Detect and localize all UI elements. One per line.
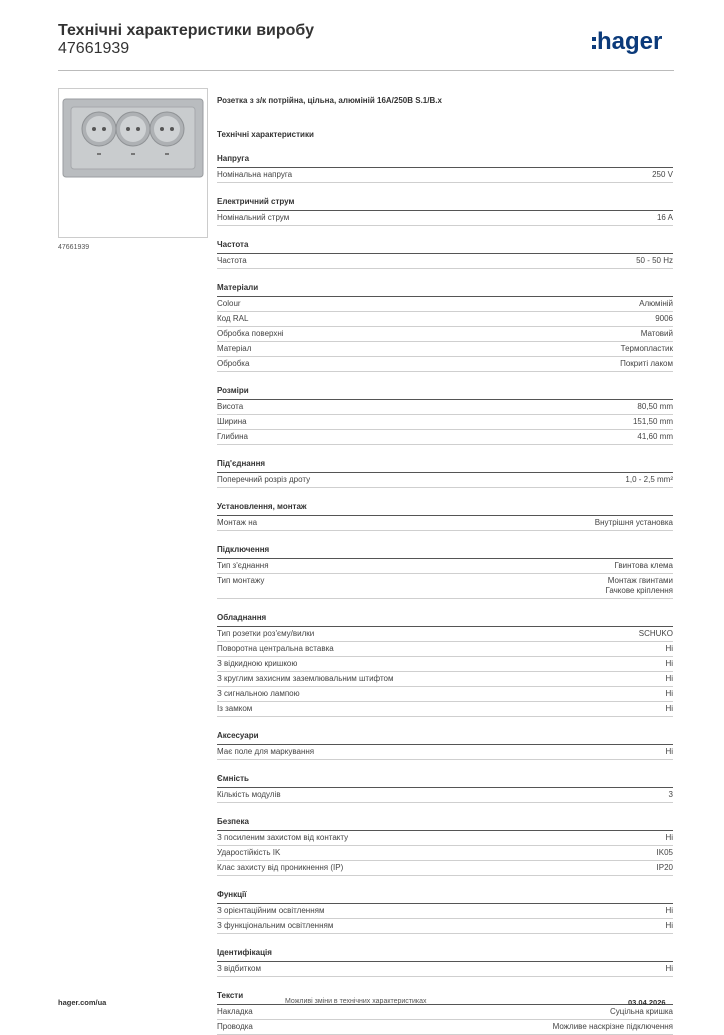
- spec-group: [217, 817, 673, 876]
- spec-value-line: 250 V: [652, 170, 673, 179]
- spec-row: [217, 430, 673, 445]
- spec-label: З функціональним освітленням: [217, 921, 334, 930]
- spec-value-line: 9006: [655, 314, 673, 323]
- spec-label: Глибина: [217, 432, 248, 441]
- spec-value: [657, 848, 673, 858]
- spec-value: [620, 359, 673, 369]
- hager-logo-colon-icon: [592, 37, 596, 51]
- spec-group-title: Ємність: [217, 774, 673, 788]
- spec-value-line: Ні: [665, 674, 673, 683]
- footer-site-link[interactable]: hager.com/ua: [58, 998, 107, 1007]
- spec-value-line: Ні: [665, 906, 673, 915]
- spec-value-line: SCHUKO: [638, 629, 673, 638]
- spec-row: [217, 904, 673, 919]
- spec-value: [669, 790, 673, 800]
- spec-label: З відбитком: [217, 964, 262, 973]
- spec-label: Ударостійкість IK: [217, 848, 281, 857]
- spec-row: [217, 1020, 673, 1035]
- product-image: [58, 88, 208, 238]
- spec-label: З орієнтаційним освітленням: [217, 906, 325, 915]
- spec-value: [665, 674, 673, 684]
- spec-row: [217, 297, 673, 312]
- spec-group-title: Напруга: [217, 154, 673, 168]
- spec-group: [217, 459, 673, 488]
- spec-value: [625, 475, 673, 485]
- spec-row: [217, 657, 673, 672]
- spec-value: [665, 964, 673, 974]
- spec-value: [639, 629, 673, 639]
- spec-group-title: Функції: [217, 890, 673, 904]
- spec-value-line: Ні: [665, 833, 673, 842]
- spec-row: [217, 672, 673, 687]
- spec-value: [614, 561, 673, 571]
- spec-label: Номінальний струм: [217, 213, 290, 222]
- spec-row: [217, 312, 673, 327]
- spec-label: Ширина: [217, 417, 247, 426]
- spec-value: [665, 644, 673, 654]
- spec-row: [217, 415, 673, 430]
- spec-label: Накладка: [217, 1007, 253, 1016]
- spec-row: [217, 702, 673, 717]
- spec-label: Висота: [217, 402, 244, 411]
- spec-row: [217, 788, 673, 803]
- spec-group: [217, 386, 673, 445]
- spec-label: Номінальна напруга: [217, 170, 293, 179]
- spec-row: [217, 962, 673, 977]
- spec-value-line: Ні: [665, 704, 673, 713]
- spec-value: [636, 256, 673, 266]
- footer-note: Можливі зміни в технічних характеристиках: [285, 998, 427, 1005]
- product-name: Розетка з з/к потрійна, цільна, алюміній 16А/250В S.1/B.x: [217, 96, 442, 105]
- spec-group-title: Установлення, монтаж: [217, 502, 673, 516]
- spec-row: [217, 400, 673, 415]
- spec-value: [605, 576, 673, 596]
- spec-value-line: Ні: [665, 644, 673, 653]
- spec-value: [655, 314, 673, 324]
- spec-row: [217, 846, 673, 861]
- spec-value-line: Ні: [665, 747, 673, 756]
- spec-groups: [217, 154, 673, 1035]
- footer-date: 03.04.2026: [628, 998, 666, 1007]
- hager-logo[interactable]: hager: [597, 28, 663, 55]
- spec-value: [633, 417, 673, 427]
- spec-row: [217, 211, 673, 226]
- spec-value: [657, 863, 673, 873]
- spec-row: [217, 559, 673, 574]
- spec-label: Обробка: [217, 359, 250, 368]
- spec-label: Поперечний розріз дроту: [217, 475, 311, 484]
- spec-group-title: Аксесуари: [217, 731, 673, 745]
- spec-group: [217, 731, 673, 760]
- spec-group: [217, 197, 673, 226]
- spec-value: [665, 704, 673, 714]
- spec-value-line: Гачкове кріплення: [605, 586, 673, 595]
- spec-value: [665, 921, 673, 931]
- spec-row: [217, 327, 673, 342]
- spec-label: Клас захисту від проникнення (IP): [217, 863, 344, 872]
- spec-value-line: Ні: [665, 659, 673, 668]
- spec-label: Обробка поверхні: [217, 329, 284, 338]
- spec-value-line: Ні: [665, 689, 673, 698]
- spec-value: [665, 689, 673, 699]
- spec-label: З відкидною кришкою: [217, 659, 298, 668]
- spec-value-line: Можливе наскрізне підключення: [552, 1022, 673, 1031]
- product-code: 47661939: [58, 40, 130, 57]
- spec-row: [217, 745, 673, 760]
- spec-value-line: 41,60 mm: [637, 432, 673, 441]
- spec-row: [217, 516, 673, 531]
- spec-label: Кількість модулів: [217, 790, 281, 799]
- spec-group: [217, 948, 673, 977]
- spec-value: [610, 1007, 673, 1017]
- spec-value: [652, 170, 673, 180]
- spec-label: Поворотна центральна вставка: [217, 644, 334, 653]
- triple-socket-icon: [59, 89, 207, 237]
- spec-group-title: Матеріали: [217, 283, 673, 297]
- spec-label: Код RAL: [217, 314, 249, 323]
- spec-value: [595, 518, 673, 528]
- spec-group: [217, 613, 673, 717]
- spec-row: [217, 1005, 673, 1020]
- spec-label: З сигнальною лампою: [217, 689, 300, 698]
- spec-group: [217, 240, 673, 269]
- spec-row: [217, 831, 673, 846]
- spec-value-line: 16 A: [656, 213, 673, 222]
- spec-group-title: Обладнання: [217, 613, 673, 627]
- spec-value-line: 80,50 mm: [637, 402, 673, 411]
- spec-value: [665, 833, 673, 843]
- spec-row: [217, 919, 673, 934]
- spec-label: Має поле для маркування: [217, 747, 315, 756]
- spec-label: Із замком: [217, 704, 253, 713]
- spec-value-line: Гвинтова клема: [614, 561, 673, 570]
- spec-row: [217, 687, 673, 702]
- spec-label: Матеріал: [217, 344, 252, 353]
- spec-value-line: Монтаж гвинтами: [607, 576, 673, 585]
- spec-value: [657, 213, 673, 223]
- spec-label: Тип з'єднання: [217, 561, 269, 570]
- spec-row: [217, 627, 673, 642]
- spec-row: [217, 574, 673, 599]
- spec-value: [637, 432, 673, 442]
- spec-value-line: Термопластик: [620, 344, 673, 353]
- spec-label: Частота: [217, 256, 247, 265]
- spec-value-line: Покриті лаком: [620, 359, 673, 368]
- spec-label: З посиленим захистом від контакту: [217, 833, 349, 842]
- spec-label: Проводка: [217, 1022, 253, 1031]
- spec-group-title: Ідентифікація: [217, 948, 673, 962]
- header-divider: [58, 70, 674, 71]
- spec-value-line: IK05: [656, 848, 673, 857]
- spec-row: [217, 357, 673, 372]
- spec-group: [217, 545, 673, 599]
- spec-value-line: IP20: [656, 863, 673, 872]
- spec-value: [639, 299, 673, 309]
- spec-row: [217, 861, 673, 876]
- spec-value: [621, 344, 673, 354]
- spec-group-title: Частота: [217, 240, 673, 254]
- spec-value-line: Алюміній: [639, 299, 673, 308]
- spec-value-line: Суцільна кришка: [609, 1007, 673, 1016]
- spec-value-line: 151,50 mm: [632, 417, 673, 426]
- page-title: Технічні характеристики виробу: [58, 22, 314, 39]
- spec-group: [217, 774, 673, 803]
- spec-value-line: Матовий: [640, 329, 673, 338]
- spec-group: [217, 154, 673, 183]
- spec-content: [217, 96, 673, 1035]
- spec-value-line: Ні: [665, 921, 673, 930]
- spec-value-line: Ні: [665, 964, 673, 973]
- spec-row: [217, 168, 673, 183]
- spec-group-title: Електричний струм: [217, 197, 673, 211]
- spec-value-line: 50 - 50 Hz: [636, 256, 673, 265]
- section-title: Технічні характеристики: [217, 130, 314, 139]
- spec-label: Colour: [217, 299, 241, 308]
- spec-label: З круглим захисним заземлювальним штифтом: [217, 674, 394, 683]
- spec-group: [217, 890, 673, 934]
- spec-value: [641, 329, 673, 339]
- spec-value: [637, 402, 673, 412]
- image-caption: 47661939: [58, 244, 90, 251]
- spec-group-title: Підключення: [217, 545, 673, 559]
- spec-group: [217, 502, 673, 531]
- spec-group-title: Безпека: [217, 817, 673, 831]
- spec-value-line: 1,0 - 2,5 mm²: [625, 475, 673, 484]
- spec-group-title: Під'єднання: [217, 459, 673, 473]
- spec-value: [665, 906, 673, 916]
- spec-row: [217, 342, 673, 357]
- spec-value-line: Внутрішня установка: [594, 518, 673, 527]
- spec-row: [217, 642, 673, 657]
- spec-row: [217, 473, 673, 488]
- spec-group-title: Тексти: [217, 991, 673, 1005]
- spec-value: [665, 659, 673, 669]
- spec-group: [217, 283, 673, 372]
- spec-label: Монтаж на: [217, 518, 258, 527]
- spec-group-title: Розміри: [217, 386, 673, 400]
- spec-label: Тип розетки роз'єму/вилки: [217, 629, 315, 638]
- spec-row: [217, 254, 673, 269]
- spec-value-line: 3: [668, 790, 673, 799]
- spec-value: [665, 747, 673, 757]
- spec-label: Тип монтажу: [217, 576, 265, 585]
